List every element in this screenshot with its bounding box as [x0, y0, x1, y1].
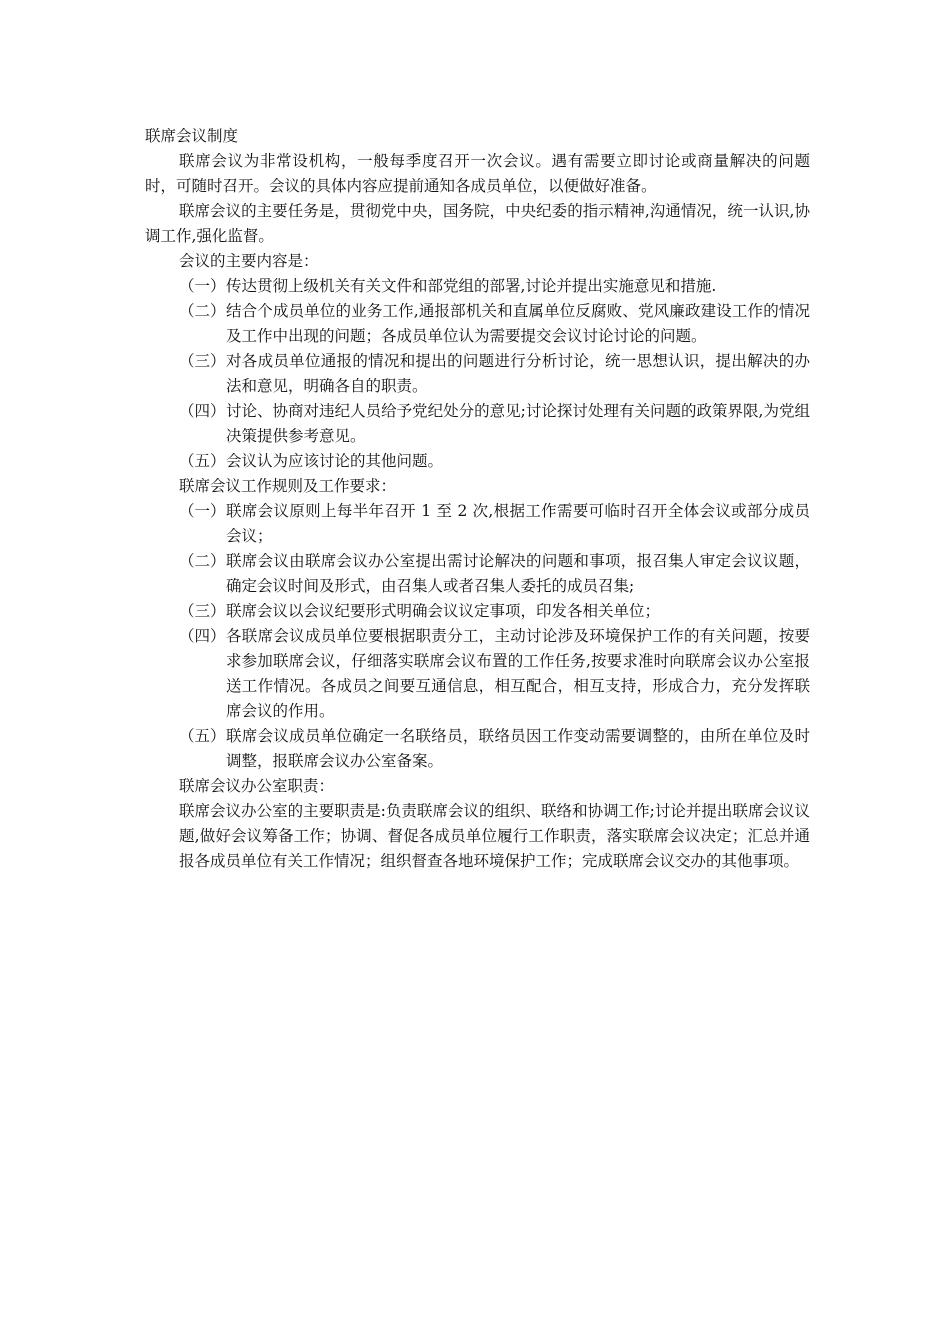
content-section-heading: 会议的主要内容是：: [179, 252, 319, 270]
document-title: 联席会议制度: [145, 127, 239, 145]
list-marker: （五）: [179, 727, 226, 745]
list-text: 会议认为应该讨论的其他问题。: [226, 452, 444, 470]
office-section-heading: 联席会议办公室职责：: [179, 777, 335, 795]
list-item: [145, 274, 810, 299]
list-marker: （二）: [179, 552, 226, 570]
list-text: 传达贯彻上级机关有关文件和部党组的部署,讨论并提出实施意见和措施.: [226, 277, 717, 295]
list-marker: （二）: [179, 302, 226, 320]
list-text: 联席会议以会议纪要形式明确会议议定事项，印发各相关单位；: [226, 602, 661, 620]
list-item: [145, 499, 810, 549]
list-item: [145, 624, 810, 724]
intro-paragraph-2: 联席会议的主要任务是，贯彻党中央，国务院，中央纪委的指示精神,沟通情况，统一认识,协调工作,强化监督。: [145, 202, 810, 245]
list-item: [145, 724, 810, 774]
list-text: 联席会议由联席会议办公室提出需讨论解决的问题和事项，报召集人审定会议议题，确定会议时间及形式，由召集人或者召集人委托的成员召集;: [226, 552, 810, 595]
list-item: [145, 549, 810, 599]
list-text: 联席会议原则上每半年召开 1 至 2 次,根据工作需要可临时召开全体会议或部分成员会议；: [226, 502, 810, 545]
list-item: [145, 399, 810, 449]
list-text: 各联席会议成员单位要根据职责分工，主动讨论涉及环境保护工作的有关问题，按要求参加联席会议，仔细落实联席会议布置的工作任务,按要求准时向联席会议办公室报送工作情况。各成员之间要互通信息，相互配合，相互支持，形成合力，充分发挥联席会议的作用。: [226, 627, 810, 720]
list-marker: （一）: [179, 277, 226, 295]
rules-section-heading: 联席会议工作规则及工作要求：: [179, 477, 397, 495]
list-marker: （三）: [179, 352, 226, 370]
office-section-text: 联席会议办公室的主要职责是:负责联席会议的组织、联络和协调工作;讨论并提出联席会议议题,做好会议筹备工作；协调、督促各成员单位履行工作职责，落实联席会议决定；汇总并通报各成员单位有关工作情况；组织督查各地环境保护工作；完成联席会议交办的其他事项。: [179, 802, 810, 870]
list-text: 联席会议成员单位确定一名联络员，联络员因工作变动需要调整的，由所在单位及时调整，报联席会议办公室备案。: [226, 727, 810, 770]
list-marker: （四）: [179, 402, 226, 420]
list-marker: （三）: [179, 602, 226, 620]
list-item: [145, 349, 810, 399]
document-page: [145, 124, 810, 874]
rules-list: [145, 499, 810, 774]
content-list: [145, 274, 810, 474]
list-marker: （四）: [179, 627, 226, 645]
list-item: [145, 449, 810, 474]
list-marker: （一）: [179, 502, 226, 520]
list-text: 结合个成员单位的业务工作,通报部机关和直属单位反腐败、党风廉政建设工作的情况及工作中出现的问题；各成员单位认为需要提交会议讨论讨论的问题。: [226, 302, 810, 345]
list-item: [145, 599, 810, 624]
list-marker: （五）: [179, 452, 226, 470]
list-text: 对各成员单位通报的情况和提出的问题进行分析讨论，统一思想认识，提出解决的办法和意见，明确各自的职责。: [226, 352, 810, 395]
intro-paragraph-1: 联席会议为非常设机构，一般每季度召开一次会议。遇有需要立即讨论或商量解决的问题时，可随时召开。会议的具体内容应提前通知各成员单位，以便做好准备。: [145, 152, 810, 195]
list-text: 讨论、协商对违纪人员给予党纪处分的意见;讨论探讨处理有关问题的政策界限,为党组决策提供参考意见。: [226, 402, 810, 445]
list-item: [145, 299, 810, 349]
